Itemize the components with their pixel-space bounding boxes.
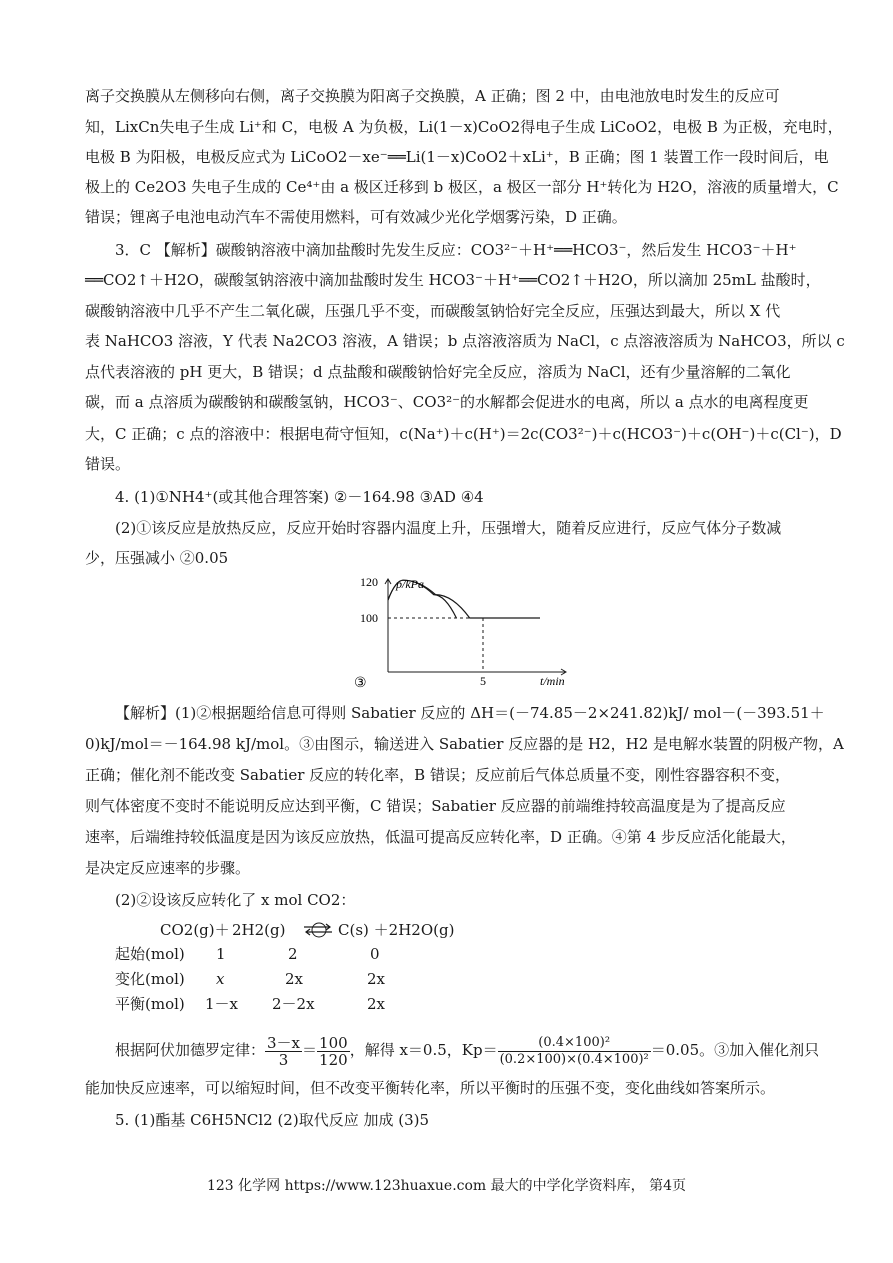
text-line: (2)①该反应是放热反应，反应开始时容器内温度上升，压强增大，随着反应进行，反应气体分子数减 [115, 519, 782, 537]
text-line: 少，压强减小 ②0.05 [85, 549, 229, 567]
fraction [317, 1035, 350, 1068]
text-line: ══CO2↑＋H2O，碳酸氢钠溶液中滴加盐酸时发生 HCO3⁻＋H⁺══CO2↑＋H2O，所以滴加 25mL 盐酸时， [85, 271, 821, 289]
text-line: 离子交换膜从左侧移向右侧，离子交换膜为阳离子交换膜，A 正确；图 2 中，由电池放电时发生的反应可 [85, 87, 780, 105]
table-cell: x [216, 970, 225, 988]
x-axis-label: t/min [540, 674, 565, 688]
x-tick-label: 5 [480, 674, 486, 688]
table-cell: 2x [367, 995, 386, 1013]
text-line: 3．C 【解析】碳酸钠溶液中滴加盐酸时先发生反应：CO3²⁻＋H⁺══HCO3⁻，然后发生 HCO3⁻＋H⁺ [115, 241, 797, 259]
fraction [265, 1035, 302, 1068]
equation-reactant-h2: 2H2(g) [232, 921, 286, 939]
text-line: 表 NaHCO3 溶液，Y 代表 Na2CO3 溶液，A 错误；b 点溶液溶质为 NaCl，c 点溶液溶质为 NaHCO3，所以 c [85, 332, 845, 350]
fraction [498, 1035, 651, 1068]
fraction-denominator: 120 [319, 1050, 348, 1069]
table-cell: 1－x [205, 995, 239, 1013]
calc-suffix: ＝0.05。③加入催化剂只 [650, 1041, 820, 1059]
y-axis-label: p/kPa [396, 577, 424, 591]
page-footer: 123 化学网 https://www.123huaxue.com 最大的中学化学资料库， 第4页 [206, 1178, 687, 1194]
text-line: 电极 B 为阳极，电极反应式为 LiCoO2－xe⁻══Li(1－x)CoO2＋xLi⁺，B 正确；图 1 装置工作一段时间后，电 [85, 148, 829, 166]
text-line: (2)②设该反应转化了 x mol CO2： [115, 891, 356, 909]
text-line: 正确；催化剂不能改变 Sabatier 反应的转化率，B 错误；反应前后气体总质量不变，刚性容器容积不变， [85, 766, 790, 784]
fraction-numerator: 3－x [267, 1033, 301, 1052]
pressure-time-chart [340, 572, 590, 697]
text-line: 大，C 正确；c 点的溶液中：根据电荷守恒知，c(Na⁺)＋c(H⁺)＝2c(CO3²⁻)＋c(HCO3⁻)＋c(OH⁻)＋c(Cl⁻)，D [85, 425, 842, 443]
fraction-numerator: (0.4×100)² [498, 1035, 651, 1052]
text-line: 错误；锂离子电池电动汽车不需使用燃料，可有效减少光化学烟雾污染，D 正确。 [85, 208, 627, 226]
text-line: 知，LixCn失电子生成 Li⁺和 C，电极 A 为负极，Li(1－x)CoO2得电子生成 LiCoO2，电极 B 为正极，充电时， [85, 118, 843, 136]
table-cell: 2 [288, 945, 298, 963]
table-cell: 1 [216, 945, 226, 963]
text-line: 则气体密度不变时不能说明反应达到平衡，C 错误；Sabatier 反应器的前端维持较高温度是为了提高反应 [85, 797, 786, 815]
text-line: 碳酸钠溶液中几乎不产生二氧化碳，压强几乎不变，而碳酸氢钠恰好完全反应，压强达到最大，所以 X 代 [85, 302, 781, 320]
text-line: 碳，而 a 点溶质为碳酸钠和碳酸氢钠，HCO3⁻、CO3²⁻的水解都会促进水的电离，所以 a 点水的电离程度更 [85, 393, 809, 411]
calc-prefix: 根据阿伏加德罗定律： [115, 1041, 266, 1059]
y-tick-label: 100 [360, 611, 378, 625]
table-cell: 2x [367, 970, 386, 988]
text-line: 点代表溶液的 pH 更大，B 错误；d 点盐酸和碳酸钠恰好完全反应，溶质为 NaCl，还有少量溶解的二氧化 [85, 363, 791, 381]
fraction-numerator: 100 [319, 1033, 348, 1052]
text-line: 是决定反应速率的步骤。 [85, 859, 251, 877]
text-line: 5. (1)酯基 C6H5NCl2 (2)取代反应 加成 (3)5 [115, 1111, 430, 1129]
table-cell: 2x [285, 970, 304, 988]
text-line: 极上的 Ce2O3 失电子生成的 Ce⁴⁺由 a 极区迁移到 b 极区，a 极区一部分 H⁺转化为 H2O，溶液的质量增大，C [85, 178, 839, 196]
text-line: 速率，后端维持较低温度是因为该反应放热，低温可提高反应转化率，D 正确。④第 4 步反应活化能最大， [85, 828, 796, 846]
row-label-change: 变化(mol) [115, 970, 185, 988]
chart-marker: ③ [354, 675, 367, 691]
equation-reactant-co2: CO2(g)＋ [160, 921, 230, 939]
fraction-denominator: (0.2×100)×(0.4×100)² [499, 1051, 649, 1067]
equation-products: C(s) ＋2H2O(g) [338, 921, 455, 939]
y-tick-label: 120 [360, 575, 378, 589]
table-cell: 0 [370, 945, 380, 963]
row-label-start: 起始(mol) [115, 945, 185, 963]
text-line: 0)kJ/mol＝－164.98 kJ/mol。③由图示，输送进入 Sabatier 反应器的是 H2，H2 是电解水装置的阴极产物，A [85, 735, 844, 753]
fraction-denominator: 3 [278, 1050, 289, 1069]
row-label-equilibrium: 平衡(mol) [115, 995, 185, 1013]
text-line: 4. (1)①NH4⁺(或其他合理答案) ②－164.98 ③AD ④4 [115, 488, 484, 506]
text-line: 错误。 [85, 455, 131, 473]
calc-mid: ，解得 x＝0.5，Kp＝ [349, 1041, 498, 1059]
equilibrium-arrow-icon [302, 920, 334, 940]
table-cell: 2－2x [272, 995, 315, 1013]
text-line: 【解析】(1)②根据题给信息可得则 Sabatier 反应的 ΔH＝(－74.85－2×241.82)kJ/ mol－(－393.51＋ [115, 704, 825, 722]
text-line: 能加快反应速率，可以缩短时间，但不改变平衡转化率，所以平衡时的压强不变，变化曲线如答案所示。 [85, 1079, 776, 1097]
calculation-line: 根据阿伏加德罗定律： $\frac{3-x}{3}$ ＝ $\frac{100}{120}$ ，解得 x＝0.5，Kp＝ $\frac{\text{(0.4×100)²}}{\text{(0.2×100)×(0.4×100)²}}$ ＝0.05。③加入催化剂只 [115, 1033, 820, 1069]
